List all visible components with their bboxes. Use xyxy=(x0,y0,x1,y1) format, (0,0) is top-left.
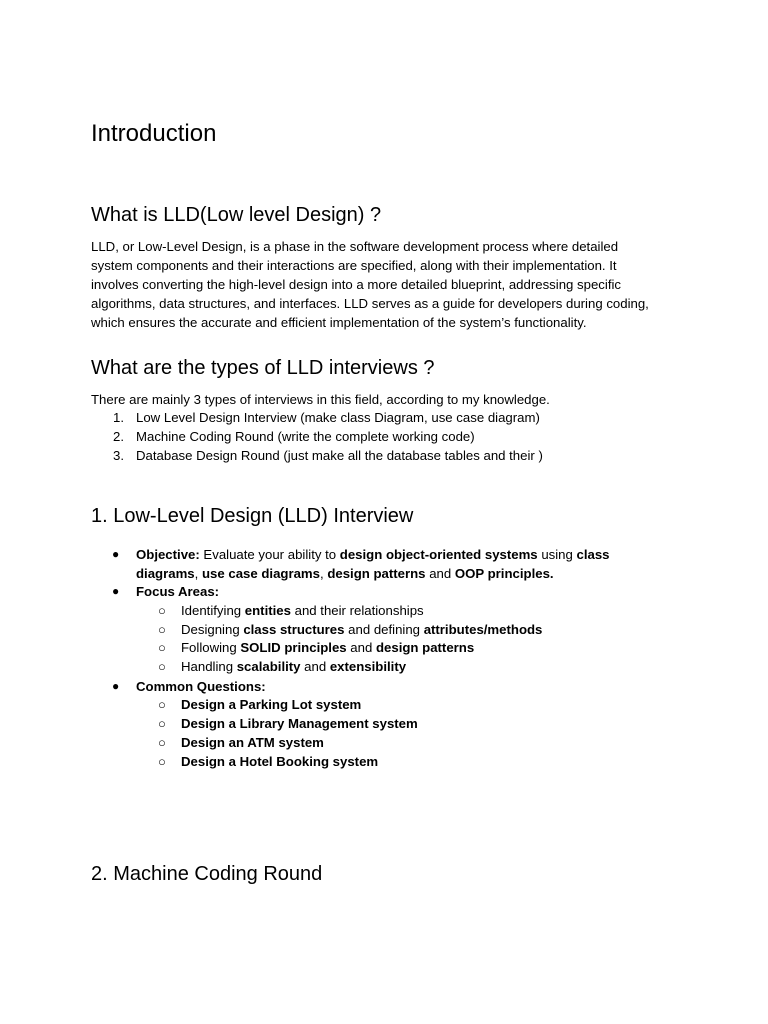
heading-types-of-interviews: What are the types of LLD interviews ? xyxy=(91,357,435,379)
bold-run: SOLID principles xyxy=(240,640,347,655)
bold-run: class xyxy=(576,547,610,562)
bold-run: extensibility xyxy=(329,659,407,674)
sub-bullet-icon: ○ xyxy=(158,754,166,769)
heading-lld-interview: 1. Low-Level Design (LLD) Interview xyxy=(91,505,414,527)
text-run: and their relationships xyxy=(290,603,424,618)
bullet-icon: ● xyxy=(112,547,120,561)
question-item xyxy=(181,752,378,771)
objective-line-continued xyxy=(136,564,554,583)
bold-run: design object-oriented systems xyxy=(339,547,538,562)
list-text: Database Design Round (just make all the database tables and their ) xyxy=(136,448,543,463)
list-number: 3. xyxy=(113,448,124,463)
paragraph-line: system components and their interactions are specified, along with their implementation. It xyxy=(91,258,617,273)
bold-run: Focus Areas: xyxy=(136,584,220,599)
text-run: Handling xyxy=(181,659,237,674)
sub-bullet-icon: ○ xyxy=(158,716,166,731)
question-item xyxy=(181,714,418,733)
focus-item xyxy=(181,601,424,620)
bold-run: Design a Library Management system xyxy=(181,716,418,731)
page-title: Introduction xyxy=(91,120,217,147)
question-item xyxy=(181,733,324,752)
bold-run: attributes/methods xyxy=(423,622,543,637)
sub-bullet-icon: ○ xyxy=(158,622,166,637)
bold-run: entities xyxy=(244,603,291,618)
bold-run: design patterns xyxy=(327,566,426,581)
list-number: 2. xyxy=(113,429,124,444)
paragraph-what-is-lld xyxy=(91,237,691,332)
text-run: using xyxy=(537,547,577,562)
list-number: 1. xyxy=(113,410,124,425)
text-run: and defining xyxy=(344,622,424,637)
types-intro: There are mainly 3 types of interviews in this field, according to my knowledge. xyxy=(91,392,550,407)
sub-bullet-icon: ○ xyxy=(158,697,166,712)
list-text: Machine Coding Round (write the complete working code) xyxy=(136,429,475,444)
bold-run: OOP principles. xyxy=(454,566,554,581)
bold-run: diagrams xyxy=(136,566,195,581)
objective-line xyxy=(136,545,610,564)
list-text: Low Level Design Interview (make class Diagram, use case diagram) xyxy=(136,410,540,425)
sub-bullet-icon: ○ xyxy=(158,659,166,674)
bullet-icon: ● xyxy=(112,584,120,598)
bold-run: Design a Parking Lot system xyxy=(181,697,362,712)
bold-run: use case diagrams xyxy=(201,566,320,581)
paragraph-line: algorithms, data structures, and interfaces. LLD serves as a guide for developers during coding, xyxy=(91,296,649,311)
focus-item xyxy=(181,638,474,657)
text-run: , xyxy=(320,566,328,581)
paragraph-line: which ensures the accurate and efficient implementation of the system’s functionality. xyxy=(91,315,587,330)
text-run: and xyxy=(425,566,455,581)
bold-run: Common Questions: xyxy=(136,679,266,694)
focus-areas-label xyxy=(136,582,219,601)
bold-run: class structures xyxy=(243,622,345,637)
objective-label: Objective: xyxy=(136,547,200,562)
paragraph-line: involves converting the high-level design into a more detailed blueprint, addressing specific xyxy=(91,277,622,292)
bold-run: Design a Hotel Booking system xyxy=(181,754,379,769)
sub-bullet-icon: ○ xyxy=(158,640,166,655)
bold-run: Design an ATM system xyxy=(181,735,324,750)
text-run: and xyxy=(300,659,330,674)
text-run: , xyxy=(194,566,202,581)
common-questions-label xyxy=(136,677,266,696)
paragraph-line: LLD, or Low-Level Design, is a phase in the software development process where detailed xyxy=(91,239,619,254)
text-run: Designing xyxy=(181,622,244,637)
text-run: and xyxy=(346,640,376,655)
text-run: Following xyxy=(181,640,241,655)
focus-item xyxy=(181,657,406,676)
bold-run: scalability xyxy=(236,659,301,674)
text-run: Identifying xyxy=(181,603,245,618)
heading-what-is-lld: What is LLD(Low level Design) ? xyxy=(91,204,382,226)
focus-item xyxy=(181,620,542,639)
sub-bullet-icon: ○ xyxy=(158,735,166,750)
text-run: Evaluate your ability to xyxy=(199,547,340,562)
sub-bullet-icon: ○ xyxy=(158,603,166,618)
bullet-icon: ● xyxy=(112,679,120,693)
heading-machine-coding-round: 2. Machine Coding Round xyxy=(91,863,323,885)
bold-run: design patterns xyxy=(375,640,475,655)
question-item xyxy=(181,695,361,714)
